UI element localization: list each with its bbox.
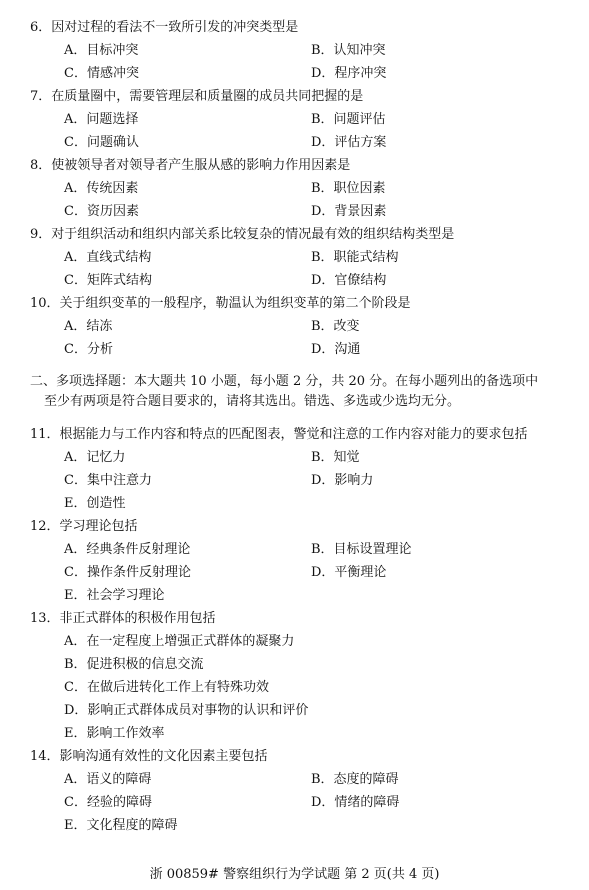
option-a: A．在一定程度上增强正式群体的凝聚力 bbox=[64, 634, 295, 649]
option-c: C．情感冲突 bbox=[64, 66, 139, 81]
option-c: C．资历因素 bbox=[64, 204, 139, 219]
question-stem: 8．使被领导者对领导者产生服从感的影响力作用因素是 bbox=[30, 158, 351, 173]
option-d: D．平衡理论 bbox=[311, 565, 387, 580]
option-e: E．社会学习理论 bbox=[64, 588, 165, 603]
option-c: C．矩阵式结构 bbox=[64, 273, 152, 288]
option-d: D．沟通 bbox=[311, 342, 361, 357]
question-stem: 13．非正式群体的积极作用包括 bbox=[30, 611, 216, 626]
option-a: A．经典条件反射理论 bbox=[64, 542, 191, 557]
question-stem: 9．对于组织活动和组织内部关系比较复杂的情况最有效的组织结构类型是 bbox=[30, 227, 455, 242]
option-a: A．问题选择 bbox=[64, 112, 139, 127]
option-d: D．评估方案 bbox=[311, 135, 387, 150]
option-b: B．知觉 bbox=[311, 450, 360, 465]
option-c: C．在做后进转化工作上有特殊功效 bbox=[64, 680, 269, 695]
section-heading-continued: 至少有两项是符合题目要求的，请将其选出。错选、多选或少选均无分。 bbox=[44, 394, 461, 409]
page-footer: 浙 00859# 警察组织行为学试题 第 2 页(共 4 页) bbox=[149, 867, 440, 882]
option-a: A．传统因素 bbox=[64, 181, 139, 196]
option-a: A．结冻 bbox=[64, 319, 113, 334]
option-c: C．问题确认 bbox=[64, 135, 139, 150]
option-d: D．背景因素 bbox=[311, 204, 387, 219]
option-d: D．情绪的障碍 bbox=[311, 795, 400, 810]
option-c: C．操作条件反射理论 bbox=[64, 565, 191, 580]
option-e: E．影响工作效率 bbox=[64, 726, 165, 741]
question-stem: 10．关于组织变革的一般程序，勒温认为组织变革的第二个阶段是 bbox=[30, 296, 411, 311]
option-e: E．文化程度的障碍 bbox=[64, 818, 178, 833]
option-d: D．官僚结构 bbox=[311, 273, 387, 288]
option-b: B．目标设置理论 bbox=[311, 542, 412, 557]
option-a: A．记忆力 bbox=[64, 450, 126, 465]
question-stem: 11．根据能力与工作内容和特点的匹配图表，警觉和注意的工作内容对能力的要求包括 bbox=[30, 427, 528, 442]
option-d: D．影响力 bbox=[311, 473, 374, 488]
question-stem: 14．影响沟通有效性的文化因素主要包括 bbox=[30, 749, 268, 764]
section-heading: 二、多项选择题：本大题共 10 小题，每小题 2 分，共 20 分。在每小题列出的备选项中 bbox=[30, 374, 539, 389]
option-b: B．态度的障碍 bbox=[311, 772, 399, 787]
option-e: E．创造性 bbox=[64, 496, 126, 511]
option-d: D．影响正式群体成员对事物的认识和评价 bbox=[64, 703, 309, 718]
question-stem: 7．在质量圈中，需要管理层和质量圈的成员共同把握的是 bbox=[30, 89, 364, 104]
option-a: A．目标冲突 bbox=[64, 43, 139, 58]
option-a: A．直线式结构 bbox=[64, 250, 152, 265]
question-stem: 12．学习理论包括 bbox=[30, 519, 138, 534]
option-b: B．促进积极的信息交流 bbox=[64, 657, 204, 672]
option-a: A．语义的障碍 bbox=[64, 772, 152, 787]
option-b: B．职能式结构 bbox=[311, 250, 399, 265]
option-b: B．认知冲突 bbox=[311, 43, 386, 58]
option-b: B．问题评估 bbox=[311, 112, 386, 127]
option-c: C．分析 bbox=[64, 342, 113, 357]
question-stem: 6．因对过程的看法不一致所引发的冲突类型是 bbox=[30, 20, 299, 35]
option-d: D．程序冲突 bbox=[311, 66, 387, 81]
option-b: B．职位因素 bbox=[311, 181, 386, 196]
option-c: C．经验的障碍 bbox=[64, 795, 152, 810]
option-c: C．集中注意力 bbox=[64, 473, 152, 488]
option-b: B．改变 bbox=[311, 319, 360, 334]
